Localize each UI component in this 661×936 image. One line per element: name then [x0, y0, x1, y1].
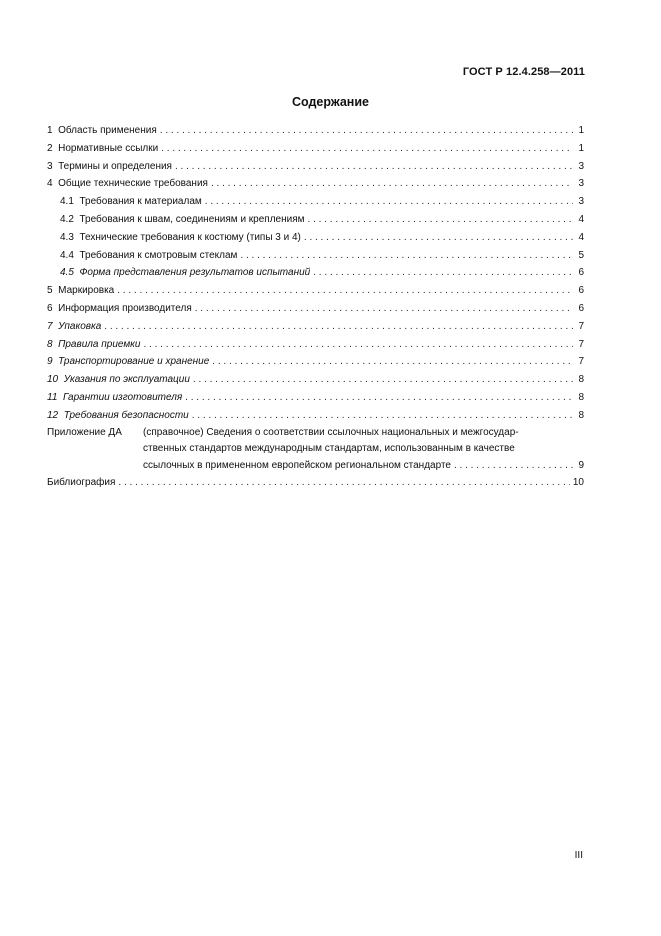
toc-entry-title: Информация производителя: [58, 302, 192, 314]
toc-entry-title: Технические требования к костюму (типы 3 и 4): [79, 231, 301, 243]
toc-entry[interactable]: [47, 247, 584, 265]
toc-entry[interactable]: [47, 371, 584, 389]
toc-entry-page-number: 1: [578, 142, 584, 154]
toc-entry-page-number: 3: [578, 196, 584, 208]
toc-entry-title: Требования к смотровым стеклам: [79, 249, 238, 261]
dot-leader: [160, 122, 573, 140]
toc-entry-number: 10: [47, 374, 59, 386]
dot-leader: [313, 264, 573, 282]
toc-entry-label: [60, 193, 202, 211]
toc-entry-page-number: 7: [578, 356, 584, 368]
toc-entry-page-number: 3: [578, 160, 584, 172]
toc-entry-label: [47, 122, 157, 140]
dot-leader: [193, 371, 573, 389]
dot-leader: [161, 140, 573, 158]
annex-prefix: Приложение ДА: [47, 426, 122, 438]
toc-entry[interactable]: [47, 140, 584, 158]
dot-leader: [185, 389, 573, 407]
toc-entry-number: 4.5: [60, 267, 74, 279]
toc-entry-label: [47, 282, 114, 300]
toc-entry[interactable]: [47, 193, 584, 211]
toc-entry-number: 7: [47, 320, 53, 332]
toc-entry[interactable]: [47, 158, 584, 176]
toc-entry-page-number: 6: [578, 285, 584, 297]
toc-entries: [47, 122, 584, 425]
toc-entry[interactable]: [47, 122, 584, 140]
toc-entry-number: 4.1: [60, 196, 74, 208]
toc-entry-number: 1: [47, 125, 53, 136]
toc-entry-page-number: 4: [578, 213, 584, 225]
dot-leader: [175, 158, 573, 176]
toc-entry-page-number: 1: [578, 125, 584, 136]
toc-entry-page-number: 7: [578, 338, 584, 350]
toc-entry-label: [47, 407, 189, 425]
toc-entry-number: 12: [47, 409, 59, 421]
toc-entry-number: 4.2: [60, 213, 74, 225]
toc-entry-title: Область применения: [58, 125, 157, 136]
toc-entry-number: 8: [47, 338, 53, 350]
dot-leader: [117, 282, 573, 300]
toc-entry-label: [47, 353, 209, 371]
toc-entry-label: [47, 371, 190, 389]
toc-entry[interactable]: [47, 175, 584, 193]
toc-entry-number: 6: [47, 302, 53, 314]
toc-entry-title: Маркировка: [58, 285, 115, 297]
toc-entry-page-number: 8: [578, 374, 584, 386]
toc-entry-title: Требования безопасности: [63, 409, 189, 421]
toc-entry-title: Форма представления результатов испытаний: [79, 267, 311, 279]
bibliography-label: Библиография: [47, 477, 116, 489]
toc-entry-label: [47, 175, 208, 193]
dot-leader: [195, 300, 573, 318]
toc-entry-label: [47, 140, 158, 158]
toc-entry-title: Указания по эксплуатации: [63, 374, 190, 386]
toc-entry-number: 9: [47, 356, 53, 368]
toc-entry-number: 11: [47, 391, 58, 403]
dot-leader: [212, 353, 573, 371]
toc-entry-title: Нормативные ссылки: [58, 142, 159, 154]
toc-entry-annex-da[interactable]: [47, 425, 584, 475]
dot-leader: [308, 211, 573, 229]
toc-entry-number: 2: [47, 142, 53, 154]
toc-entry-number: 4.3: [60, 231, 74, 243]
toc-entry[interactable]: [47, 264, 584, 282]
annex-page-number: 9: [578, 459, 584, 471]
toc-entry-number: 4.4: [60, 249, 74, 261]
toc-entry-label: [47, 300, 192, 318]
toc-entry[interactable]: [47, 229, 584, 247]
dot-leader: [304, 229, 573, 247]
toc-entry[interactable]: [47, 389, 584, 407]
toc-entry-label: [60, 229, 301, 247]
toc-entry[interactable]: [47, 318, 584, 336]
toc-entry[interactable]: [47, 353, 584, 371]
toc-entry-page-number: 8: [578, 409, 584, 421]
toc-entry-label: [47, 158, 172, 176]
toc-entry-label: [47, 318, 101, 336]
toc-entry-title: Транспортирование и хранение: [58, 356, 210, 368]
toc-entry[interactable]: [47, 211, 584, 229]
toc-entry-label: [60, 247, 237, 265]
toc-entry-label: [47, 336, 140, 354]
dot-leader: [118, 474, 569, 492]
toc-entry-page-number: 8: [578, 391, 584, 403]
toc-entry[interactable]: [47, 336, 584, 354]
bibliography-page-number: 10: [572, 477, 584, 489]
dot-leader: [205, 193, 573, 211]
toc-entry-number: 4: [47, 178, 53, 190]
toc-title: Содержание: [291, 95, 369, 109]
toc-entry-label: [60, 211, 305, 229]
toc-entry-page-number: 3: [578, 178, 584, 190]
dot-leader: [211, 175, 573, 193]
toc-entry-label: [60, 264, 310, 282]
page-number-roman: III: [574, 850, 583, 861]
standard-id-header: ГОСТ Р 12.4.258—2011: [462, 66, 585, 78]
toc-entry-title: Общие технические требования: [58, 178, 208, 190]
toc-entry-bibliography[interactable]: [47, 474, 584, 492]
annex-title-line-1: (справочное) Сведения о соответствии ссылочных национальных и межгосудар-: [143, 426, 519, 438]
toc-entry-page-number: 6: [578, 302, 584, 314]
toc-entry-title: Правила приемки: [58, 338, 141, 350]
toc-entry-page-number: 5: [578, 249, 584, 261]
toc-entry[interactable]: [47, 300, 584, 318]
dot-leader: [104, 318, 573, 336]
toc-entry-number: 3: [47, 160, 53, 172]
table-of-contents: [47, 122, 584, 492]
toc-entry-title: Термины и определения: [58, 160, 172, 172]
annex-title-line-2: ственных стандартов международным стандартам, использованным в качестве: [143, 443, 515, 455]
dot-leader: [192, 407, 573, 425]
toc-entry-number: 5: [47, 285, 53, 297]
toc-entry-label: [47, 389, 182, 407]
toc-entry-page-number: 4: [578, 231, 584, 243]
toc-entry-title: Требования к материалам: [79, 196, 202, 208]
toc-entry-title: Упаковка: [58, 320, 102, 332]
toc-entry[interactable]: [47, 407, 584, 425]
toc-entry-page-number: 7: [578, 320, 584, 332]
toc-entry-title: Гарантии изготовителя: [62, 391, 183, 403]
dot-leader: [143, 336, 573, 354]
dot-leader: [454, 458, 573, 475]
toc-entry-page-number: 6: [578, 267, 584, 279]
toc-entry[interactable]: [47, 282, 584, 300]
annex-title-line-3: ссылочных в примененном европейском региональном стандарте: [143, 459, 451, 471]
dot-leader: [240, 247, 573, 265]
toc-entry-title: Требования к швам, соединениям и креплениям: [79, 213, 305, 225]
